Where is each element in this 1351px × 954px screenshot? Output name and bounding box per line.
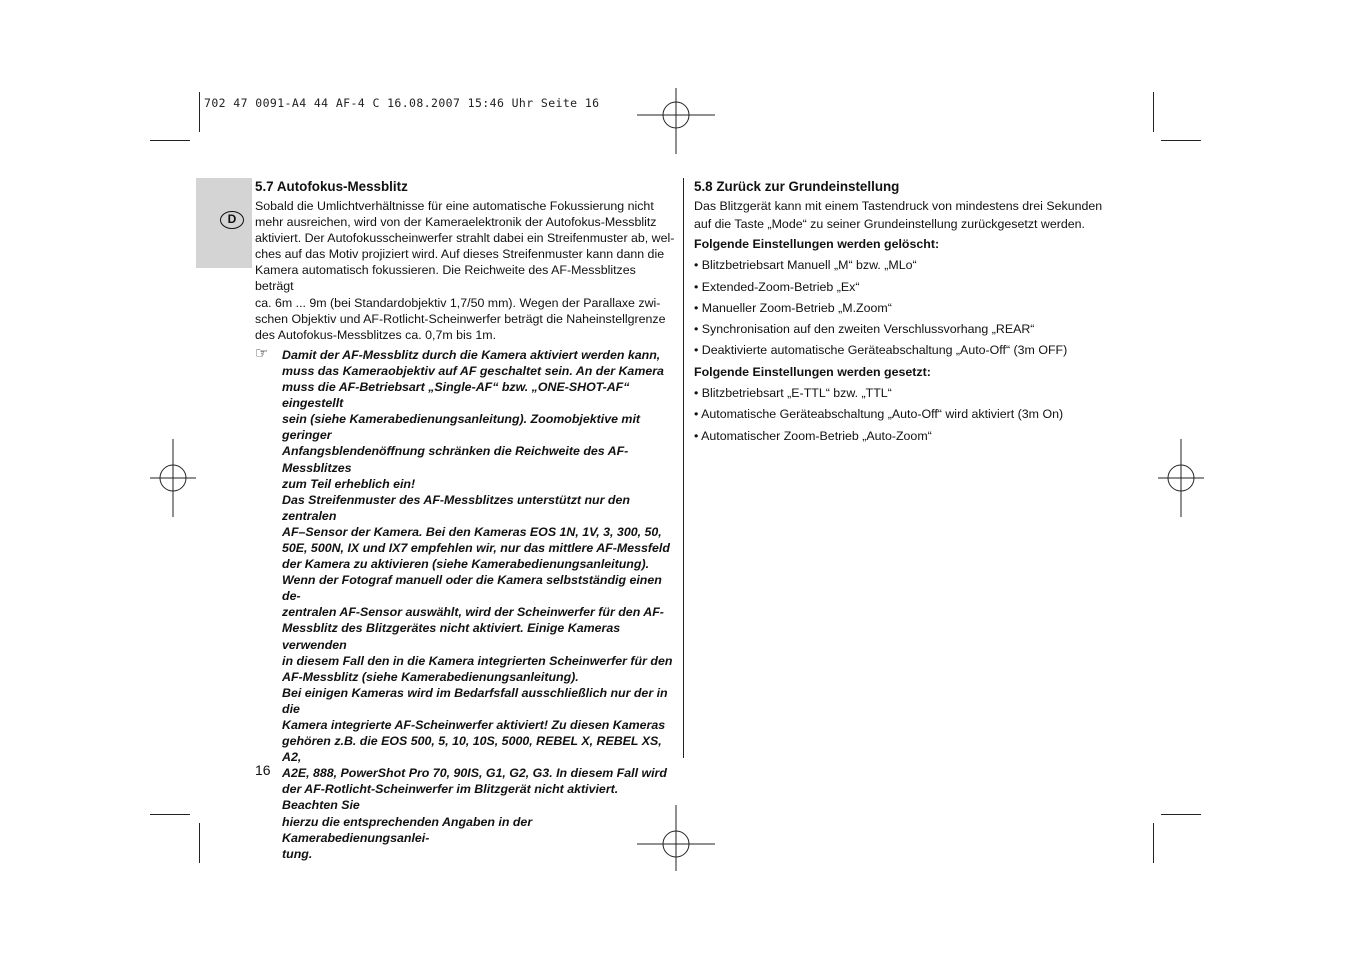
note-line: Bei einigen Kameras wird im Bedarfsfall ausschließlich nur der in die: [282, 685, 668, 716]
crop-mark: [1161, 140, 1201, 141]
body-line: ca. 6m ... 9m (bei Standardobjektiv 1,7/50 mm). Wegen der Parallaxe zwi-: [255, 295, 661, 310]
crop-mark: [150, 140, 190, 141]
registration-mark-icon: [134, 439, 212, 517]
body-line: des Autofokus-Messblitzes ca. 0,7m bis 1m.: [255, 327, 497, 342]
list-item: • Automatische Geräteabschaltung „Auto-Off“ wird aktiviert (3m On): [694, 407, 1064, 422]
note-line: tung.: [282, 846, 313, 861]
language-tab-letter: D: [220, 211, 244, 229]
left-column: [255, 178, 675, 862]
body-line: mehr ausreichen, wird von der Kameraelektronik der Autofokus-Messblitz: [255, 215, 657, 230]
list-item: • Synchronisation auf den zweiten Verschlussvorhang „REAR“: [694, 322, 1035, 337]
deleted-settings-heading: Folgende Einstellungen werden gelöscht:: [694, 237, 940, 251]
crop-mark: [199, 823, 200, 863]
note-line: Wenn der Fotograf manuell oder die Kamera selbstständig einen de-: [282, 573, 662, 604]
note-line: der AF-Rotlicht-Scheinwerfer im Blitzgerät nicht aktiviert. Beachten Sie: [282, 782, 619, 813]
crop-mark: [199, 92, 200, 132]
right-column: [694, 178, 1104, 447]
note-line: zentralen AF-Sensor auswählt, wird der Scheinwerfer für den AF-: [282, 605, 664, 620]
body-text: [255, 198, 675, 343]
body-line: Sobald die Umlichtverhältnisse für eine automatische Fokussierung nicht: [255, 199, 654, 213]
note-line: muss die AF-Betriebsart „Single-AF“ bzw. „ONE-SHOT-AF“ eingestellt: [282, 380, 630, 411]
page-number: 16: [255, 762, 271, 778]
body-line: aktiviert. Der Autofokusscheinwerfer strahlt dabei ein Streifenmuster ab, wel-: [255, 231, 675, 246]
section-heading-5-7: 5.7 Autofokus-Messblitz: [255, 179, 408, 194]
pointing-hand-icon: ☞: [255, 344, 269, 362]
crop-mark: [1153, 823, 1154, 863]
note-line: sein (siehe Kamerabedienungsanleitung). Zoomobjektive mit geringer: [282, 412, 641, 443]
note-line: muss das Kameraobjektiv auf AF geschaltet sein. An der Kamera: [282, 363, 664, 378]
note-line: Damit der AF-Messblitz durch die Kamera aktiviert werden kann,: [282, 347, 661, 362]
note-line: zum Teil erheblich ein!: [282, 476, 416, 491]
list-item: • Blitzbetriebsart Manuell „M“ bzw. „MLo“: [694, 258, 917, 273]
list-item: • Automatischer Zoom-Betrieb „Auto-Zoom“: [694, 428, 932, 443]
language-tab: [196, 178, 252, 268]
crop-mark: [1161, 814, 1201, 815]
section-heading-5-8: 5.8 Zurück zur Grundeinstellung: [694, 179, 900, 194]
intro-line: auf die Taste „Mode“ zu seiner Grundeinstellung zurückgesetzt werden.: [694, 217, 1085, 231]
note-line: in diesem Fall den in die Kamera integrierten Scheinwerfer für den: [282, 653, 673, 668]
column-divider: [683, 178, 684, 758]
crop-mark: [150, 814, 190, 815]
note-line: 50E, 500N, IX und IX7 empfehlen wir, nur das mittlere AF-Messfeld: [282, 540, 670, 555]
crop-mark: [1153, 92, 1154, 132]
intro-line: Das Blitzgerät kann mit einem Tastendruck von mindestens drei Sekunden: [694, 199, 1103, 213]
list-item: • Extended-Zoom-Betrieb „Ex“: [694, 279, 860, 294]
registration-mark-icon: [637, 76, 715, 154]
note-line: A2E, 888, PowerShot Pro 70, 90IS, G1, G2, G3. In diesem Fall wird: [282, 766, 667, 781]
note-line: Messblitz des Blitzgerätes nicht aktiviert. Einige Kameras verwenden: [282, 621, 621, 652]
list-item: • Blitzbetriebsart „E-TTL“ bzw. „TTL“: [694, 386, 892, 401]
print-slug: 702 47 0091-A4 44 AF-4 C 16.08.2007 15:46 Uhr Seite 16: [204, 96, 600, 110]
note-line: AF-Messblitz (siehe Kamerabedienungsanleitung).: [282, 669, 579, 684]
note-line: Anfangsblendenöffnung schränken die Reichweite des AF-Messblitzes: [282, 444, 629, 475]
list-item: • Manueller Zoom-Betrieb „M.Zoom“: [694, 300, 892, 315]
set-settings-heading: Folgende Einstellungen werden gesetzt:: [694, 364, 931, 379]
note-line: Das Streifenmuster des AF-Messblitzes unterstützt nur den zentralen: [282, 492, 630, 523]
registration-mark-icon: [1142, 439, 1220, 517]
list-item: • Deaktivierte automatische Geräteabschaltung „Auto-Off“ (3m OFF): [694, 343, 1068, 358]
body-line: schen Objektiv und AF-Rotlicht-Scheinwerfer beträgt die Naheinstellgrenze: [255, 311, 666, 326]
body-line: Kamera automatisch fokussieren. Die Reichweite des AF-Messblitzes beträgt: [255, 263, 636, 294]
note-line: gehören z.B. die EOS 500, 5, 10, 10S, 5000, REBEL X, REBEL XS, A2,: [282, 734, 662, 765]
note-line: AF–Sensor der Kamera. Bei den Kameras EOS 1N, 1V, 3, 300, 50,: [282, 524, 662, 539]
note-block: [255, 344, 675, 862]
note-line: der Kamera zu aktivieren (siehe Kamerabedienungsanleitung).: [282, 557, 650, 572]
note-line: Kamera integrierte AF-Scheinwerfer aktiviert! Zu diesen Kameras: [282, 718, 666, 732]
body-line: ches auf das Motiv projiziert wird. Auf dieses Streifenmuster kann dann die: [255, 247, 665, 262]
note-line: hierzu die entsprechenden Angaben in der Kamerabedienungsanlei-: [282, 814, 533, 845]
